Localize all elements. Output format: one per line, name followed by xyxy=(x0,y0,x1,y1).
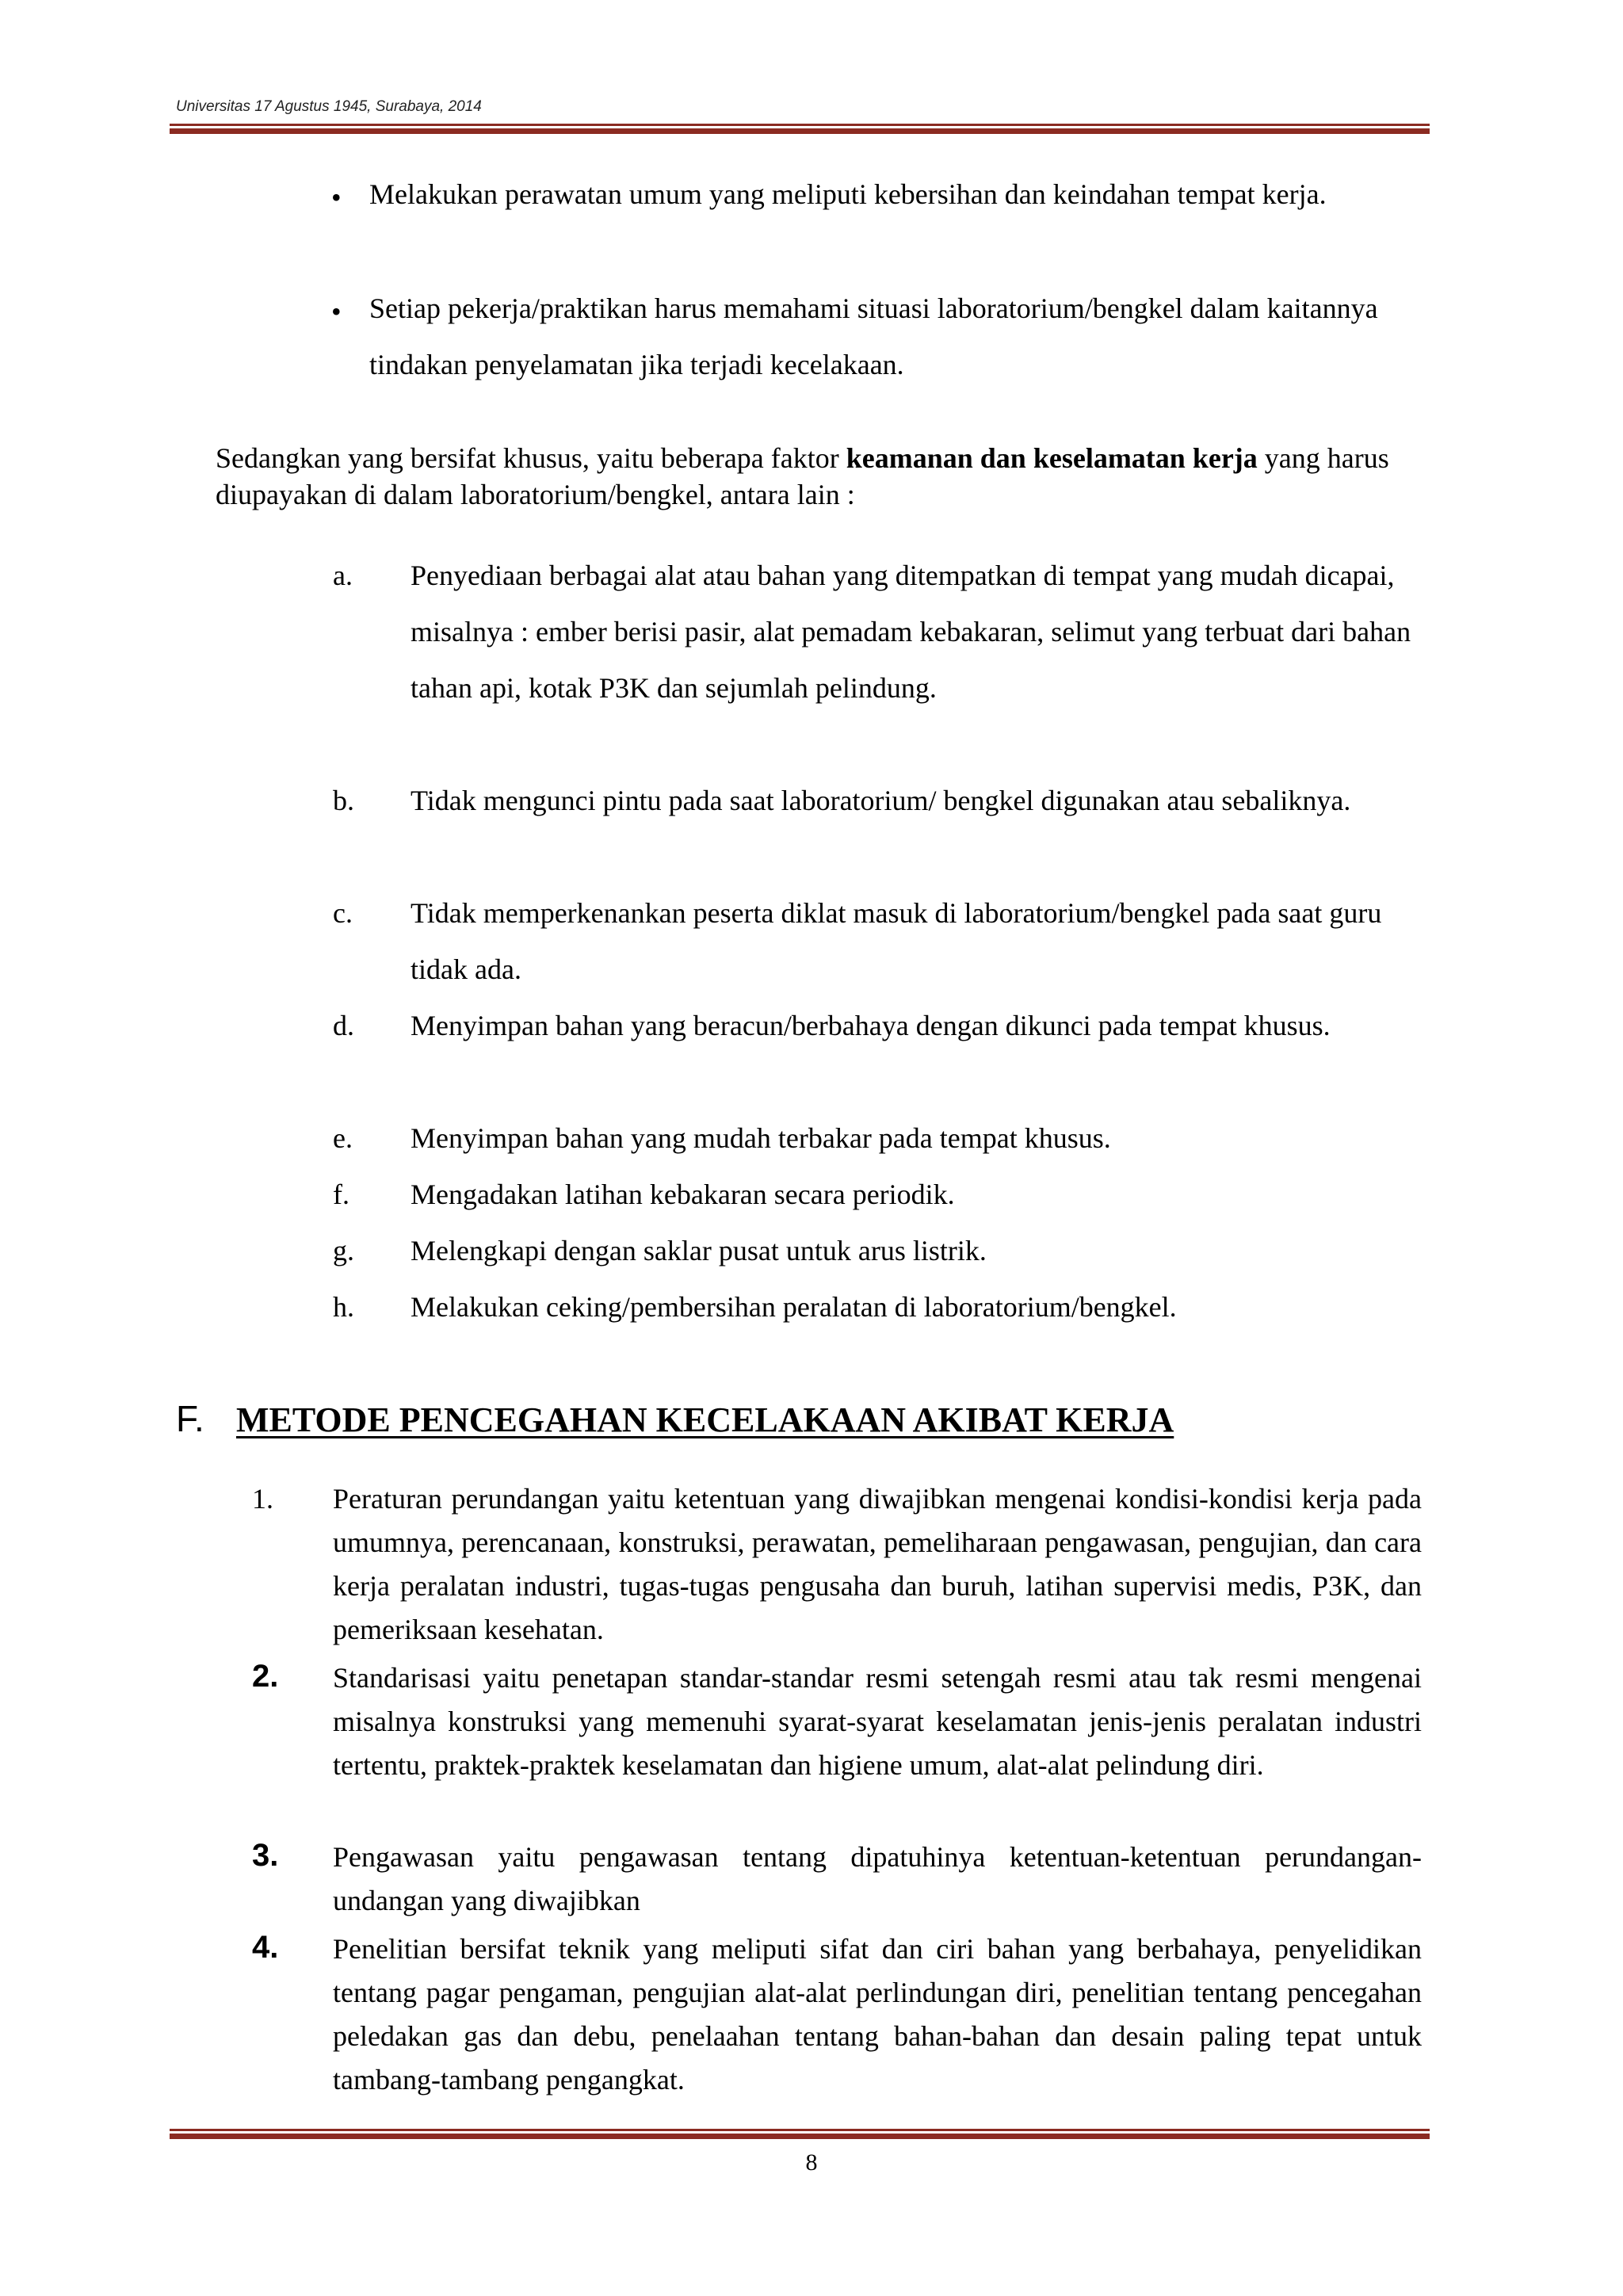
bullet-item-text: Melakukan perawatan umum yang meliputi kebersihan dan keindahan tempat kerja. xyxy=(369,178,1327,210)
list-item-text: Menyimpan bahan yang mudah terbakar pada tempat khusus. xyxy=(411,1122,1111,1154)
numbered-item-label: 1. xyxy=(252,1483,273,1515)
list-item-text: Tidak memperkenankan peserta diklat masuk di laboratorium/bengkel pada saat guru tidak ada. xyxy=(411,897,1382,985)
list-item-label: a. xyxy=(333,560,353,591)
list-item-text: Melakukan ceking/pembersihan peralatan di laboratorium/bengkel. xyxy=(411,1291,1177,1323)
paragraph-text: yang harus diupayakan di dalam laboratorium/bengkel, antara lain : xyxy=(216,442,1389,510)
paragraph-bold-text: keamanan dan keselamatan kerja xyxy=(846,442,1258,474)
bullet-item-text: Setiap pekerja/praktikan harus memahami situasi laboratorium/bengkel dalam kaitannya tindakan penyelamatan jika terjadi kecelakaan. xyxy=(369,292,1378,380)
list-item-label: f. xyxy=(333,1179,349,1210)
section-title: METODE PENCEGAHAN KECELAKAAN AKIBAT KERJA xyxy=(236,1400,1174,1439)
paragraph-text: Sedangkan yang bersifat khusus, yaitu beberapa faktor xyxy=(216,442,846,474)
bullet-marker: • xyxy=(331,181,342,213)
list-item-text: Tidak mengunci pintu pada saat laboratorium/ bengkel digunakan atau sebaliknya. xyxy=(411,785,1351,816)
list-item-label: b. xyxy=(333,785,354,816)
intro-paragraph xyxy=(216,440,1425,513)
numbered-item-label: 4. xyxy=(252,1930,279,1965)
page-header: Universitas 17 Agustus 1945, Surabaya, 2014 xyxy=(176,98,482,115)
bullet-marker: • xyxy=(331,296,342,327)
numbered-item-label: 3. xyxy=(252,1838,279,1873)
list-item-text: Melengkapi dengan saklar pusat untuk arus listrik. xyxy=(411,1235,987,1266)
numbered-item-text: Pengawasan yaitu pengawasan tentang dipatuhinya ketentuan-ketentuan perundangan-undangan yang diwajibkan xyxy=(333,1841,1422,1916)
numbered-item-text: Penelitian bersifat teknik yang meliputi sifat dan ciri bahan yang berbahaya, penyelidikan tentang pagar pengaman, pengujian alat-alat perlindungan diri, penelitian tentang pencegahan peledakan gas dan debu, penelaahan tentang bahan-bahan dan desain paling tepat untuk tambang-tambang pengangkat. xyxy=(333,1933,1422,2095)
list-item-label: d. xyxy=(333,1010,354,1041)
list-item-label: c. xyxy=(333,897,353,929)
numbered-item-label: 2. xyxy=(252,1659,279,1694)
list-item-text: Penyediaan berbagai alat atau bahan yang ditempatkan di tempat yang mudah dicapai, misalnya : ember berisi pasir, alat pemadam kebakaran, selimut yang terbuat dari bahan tahan api, kotak P3K dan sejumlah pelindung. xyxy=(411,560,1411,704)
section-letter: F. xyxy=(176,1398,204,1439)
list-item-label: e. xyxy=(333,1122,353,1154)
list-item-text: Menyimpan bahan yang beracun/berbahaya dengan dikunci pada tempat khusus. xyxy=(411,1010,1331,1041)
footer-rule xyxy=(170,2129,1430,2139)
list-item-label: h. xyxy=(333,1291,354,1323)
page-number: 8 xyxy=(805,2149,818,2176)
list-item-text: Mengadakan latihan kebakaran secara periodik. xyxy=(411,1179,955,1210)
numbered-item-text: Peraturan perundangan yaitu ketentuan yang diwajibkan mengenai kondisi-kondisi kerja pada umumnya, perencanaan, konstruksi, perawatan, pemeliharaan pengawasan, pengujian, dan cara kerja peralatan industri, tugas-tugas pengusaha dan buruh, latihan supervisi medis, P3K, dan pemeriksaan kesehatan. xyxy=(333,1483,1422,1645)
list-item-label: g. xyxy=(333,1235,354,1266)
header-rule xyxy=(170,124,1430,134)
numbered-item-text: Standarisasi yaitu penetapan standar-standar resmi setengah resmi atau tak resmi mengenai misalnya konstruksi yang memenuhi syarat-syarat keselamatan jenis-jenis peralatan industri tertentu, praktek-praktek keselamatan dan higiene umum, alat-alat pelindung diri. xyxy=(333,1662,1422,1781)
